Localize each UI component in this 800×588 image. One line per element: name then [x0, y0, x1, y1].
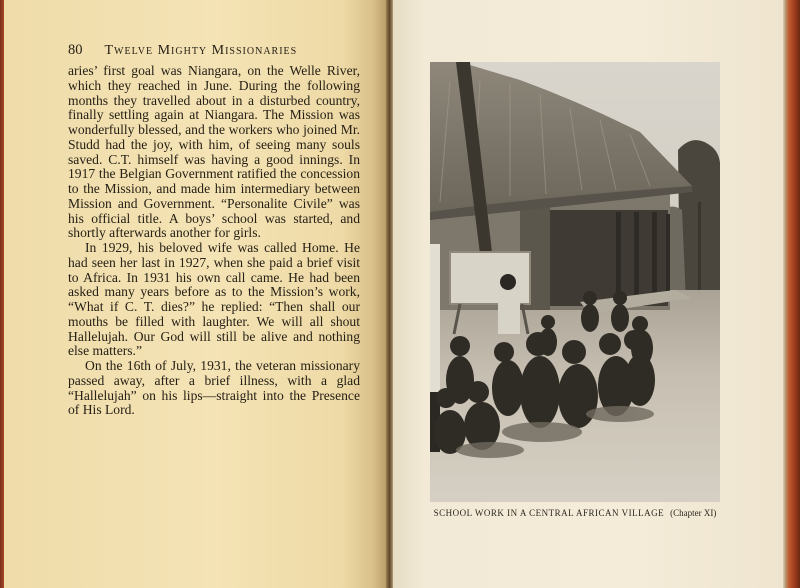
book-cover-edge: [783, 0, 800, 588]
running-head-title: Twelve Mighty Missionaries: [104, 43, 298, 58]
plate-caption: [430, 508, 720, 518]
left-page: [4, 0, 388, 588]
caption-text: SCHOOL WORK IN A CENTRAL AFRICAN VILLAGE: [433, 508, 665, 518]
paragraph: On the 16th of July, 1931, the veteran missionary passed away, after a brief illness, with a glad “Hallelujah” on his lips—straight into the Presence of His Lord.: [68, 358, 360, 418]
running-head: [68, 42, 368, 59]
chapter-reference: (Chapter XI): [670, 508, 717, 518]
paragraph: In 1929, his beloved wife was called Home. He had seen her last in 1927, when she paid a brief visit to Africa. In 1931 his own call came. He had been asked many years before as to the Mission’s work, “What if C. T. dies?” he replied: “Then shall our mouths be filled with laughter. We will all shout Hallelujah. Our God will still be alive and nothing else matters.”: [68, 240, 360, 359]
village-school-illustration: [430, 62, 720, 502]
page-number: 80: [68, 42, 83, 58]
body-text: [68, 64, 360, 418]
plate-photograph: [430, 62, 720, 502]
paragraph: aries’ first goal was Niangara, on the Welle River, which they reached in June. During the following months they travelled about in a disturbed country, finally settling again at Niangara. The Mission was wonderfully blessed, and the workers who joined Mr. Studd had the joy, with him, of seeing many souls saved. C.T. himself was having a good innings. In 1917 the Belgian Government ratified the concession to the Mission, and made him intermediary between Mission and Government. “Personalite Civile” was his official title. A boys’ school was started, and shortly afterwards another for girls.: [68, 63, 360, 241]
